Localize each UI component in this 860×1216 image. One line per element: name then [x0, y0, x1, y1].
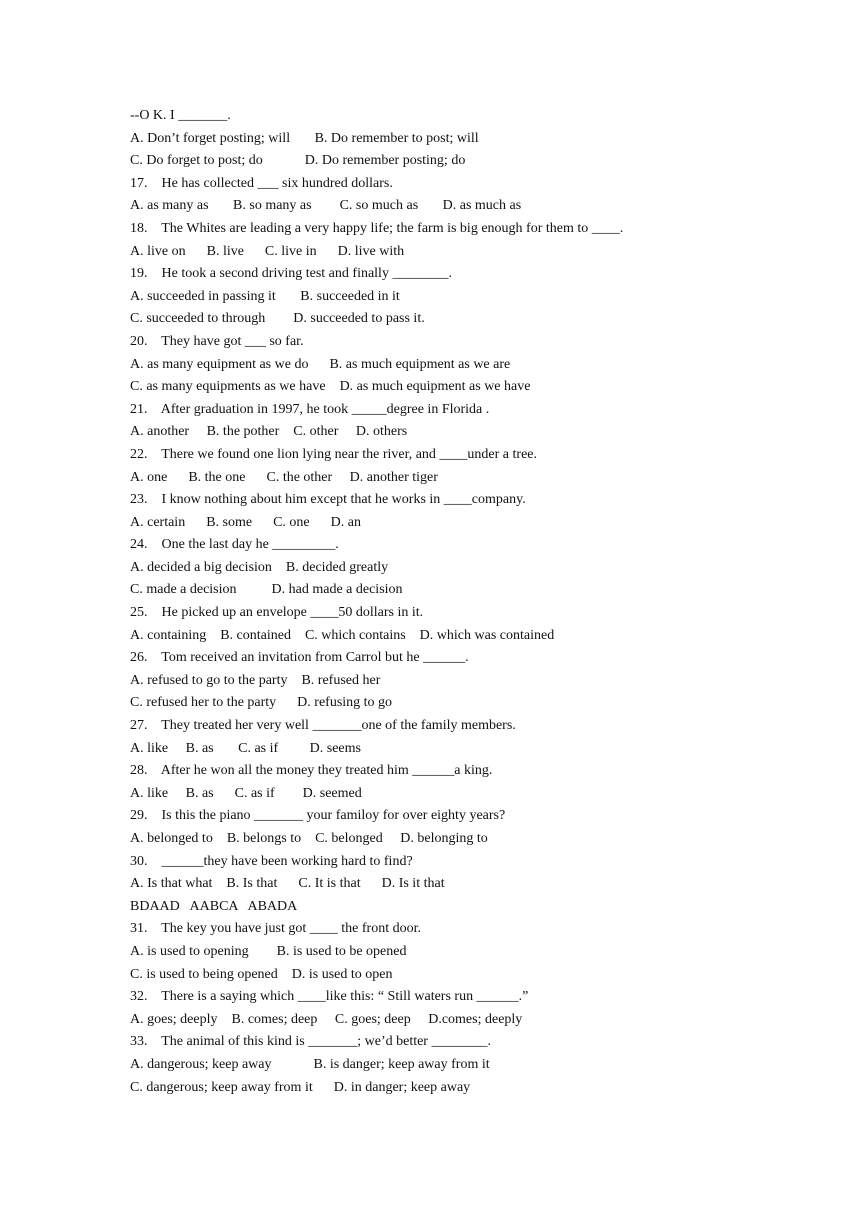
question-20: 20. They have got ___ so far. [130, 333, 304, 349]
options-23: A. certain B. some C. one D. an [130, 514, 361, 530]
options-27: A. like B. as C. as if D. seems [130, 740, 361, 756]
question-23: 23. I know nothing about him except that he works in ____company. [130, 492, 526, 508]
options-26: A. refused to go to the party B. refused her [130, 672, 381, 688]
question-31: 31. The key you have just got ____ the front door. [130, 921, 421, 937]
options-22: A. one B. the one C. the other D. another tiger [130, 469, 438, 485]
options-31: A. is used to opening B. is used to be opened [130, 943, 407, 959]
text-line: A. Don’t forget posting; will B. Do remember to post; will [130, 130, 479, 146]
question-25: 25. He picked up an envelope ____50 dollars in it. [130, 605, 424, 621]
options-26: C. refused her to the party D. refusing to go [130, 695, 393, 711]
answer-key: BDAAD AABCA ABADA [130, 898, 298, 914]
options-24: C. made a decision D. had made a decision [130, 582, 403, 598]
question-21: 21. After graduation in 1997, he took _____degree in Florida . [130, 401, 490, 417]
question-26: 26. Tom received an invitation from Carrol but he ______. [130, 650, 469, 666]
question-29: 29. Is this the piano _______ your familoy for over eighty years? [130, 808, 506, 824]
options-24: A. decided a big decision B. decided greatly [130, 559, 389, 575]
options-31: C. is used to being opened D. is used to open [130, 966, 393, 982]
options-19: A. succeeded in passing it B. succeeded in it [130, 288, 400, 304]
question-17: 17. He has collected ___ six hundred dollars. [130, 175, 393, 191]
options-18: A. live on B. live C. live in D. live with [130, 243, 405, 259]
options-20: A. as many equipment as we do B. as much equipment as we are [130, 356, 511, 372]
options-20: C. as many equipments as we have D. as much equipment as we have [130, 379, 531, 395]
options-32: A. goes; deeply B. comes; deep C. goes; deep D.comes; deeply [130, 1011, 523, 1027]
question-32: 32. There is a saying which ____like this: “ Still waters run ______.” [130, 989, 529, 1005]
question-30: 30. ______they have been working hard to find? [130, 853, 413, 869]
options-29: A. belonged to B. belongs to C. belonged D. belonging to [130, 831, 488, 846]
options-33: C. dangerous; keep away from it D. in danger; keep away [130, 1079, 471, 1095]
document-body [130, 105, 750, 1099]
options-19: C. succeeded to through D. succeeded to pass it. [130, 311, 425, 327]
text-line: C. Do forget to post; do D. Do remember posting; do [130, 153, 466, 169]
question-28: 28. After he won all the money they treated him ______a king. [130, 763, 493, 779]
question-27: 27. They treated her very well _______one of the family members. [130, 718, 516, 734]
question-19: 19. He took a second driving test and finally ________. [130, 266, 452, 282]
options-25: A. containing B. contained C. which contains D. which was contained [130, 627, 555, 643]
options-30: A. Is that what B. Is that C. It is that D. Is it that [130, 876, 445, 892]
question-18: 18. The Whites are leading a very happy life; the farm is big enough for them to ____. [130, 220, 624, 236]
question-22: 22. There we found one lion lying near the river, and ____under a tree. [130, 446, 537, 462]
options-21: A. another B. the pother C. other D. others [130, 424, 408, 440]
question-33: 33. The animal of this kind is _______; we’d better ________. [130, 1034, 491, 1050]
question-24: 24. One the last day he _________. [130, 537, 339, 553]
options-33: A. dangerous; keep away B. is danger; keep away from it [130, 1056, 490, 1072]
options-28: A. like B. as C. as if D. seemed [130, 785, 362, 801]
options-17: A. as many as B. so many as C. so much as D. as much as [130, 198, 522, 214]
text-line: --O K. I _______. [130, 108, 231, 123]
